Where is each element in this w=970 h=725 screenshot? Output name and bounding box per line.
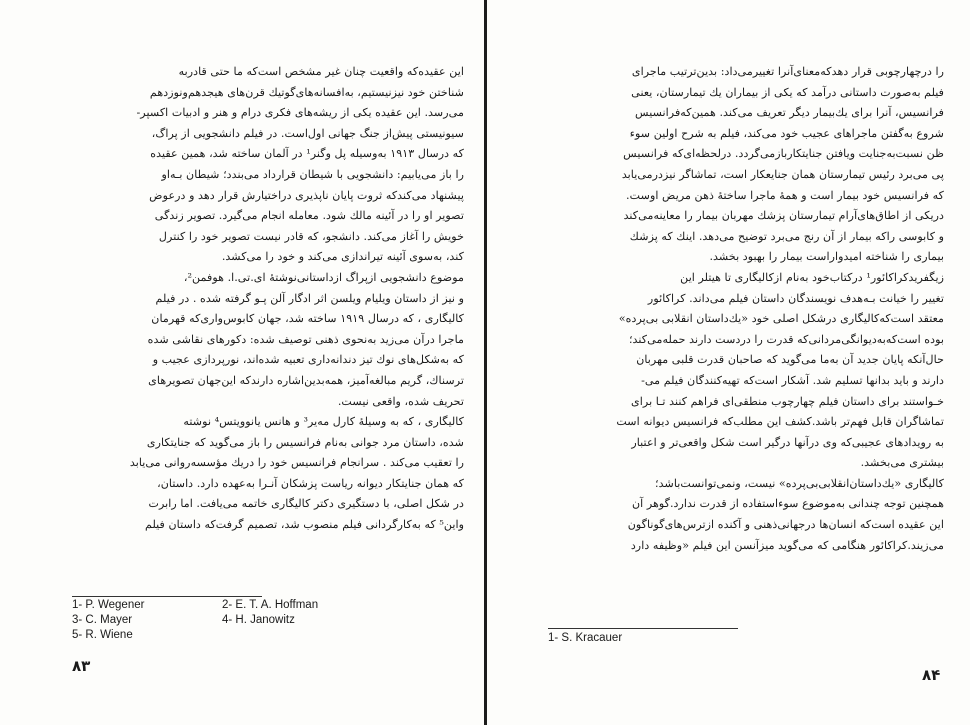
left-page-body	[72, 62, 464, 536]
left-text-line: شناختن خود نیزنیستیم، به‌افسانه‌های‌گوتیك قرن‌های هیجدهم‌ونوزدهم	[149, 85, 464, 99]
footnote-entry: 2- E. T. A. Hoffman	[222, 599, 319, 611]
right-page	[487, 0, 970, 725]
right-text-line: کالیگاری «یك‌داستان‌انقلابی‌بی‌پرده» نیست، ونمی‌توانست‌باشد؛	[655, 476, 944, 490]
right-text-line: می‌زیند.کراکائور هنگامی که می‌گوید میزآنسن این فیلم «وظیفه دارد	[630, 538, 944, 552]
left-text-line: کند، به‌سوی آئینه تیراندازی می‌کند و خود را می‌کشد.	[221, 250, 464, 264]
right-text-line: و کابوسی راکه بیمار از آن رنج می‌برد توضیح می‌دهد. اینك که پزشك	[629, 229, 944, 243]
right-text-line: تماشاگران قابل فهم‌تر باشد.کشف این مطلب‌که فرانسیس دیوانه است	[616, 415, 944, 429]
left-footnotes	[72, 598, 372, 643]
right-text-line: حال‌آنکه پایان جدید آن به‌ما می‌گوید که صاحبان قدرت قلبی مهربان	[636, 353, 944, 367]
left-text-line: کالیگاری ، که به وسیلهٔ کارل مه‌یر³ و هانس یانوویتس⁴ نوشته	[183, 415, 464, 429]
left-text-line: تصویر او را در آئینه مالك شود. معامله انجام می‌گیرد. تصویر زندگی	[154, 209, 464, 223]
footnote-row	[72, 628, 372, 643]
footnote-entry: 5- R. Wiene	[72, 629, 133, 641]
right-page-body	[573, 62, 944, 556]
right-text-line: پی می‌برد رئیس تیمارستان همان جنایعکار است، تماشاگر نیزدرمی‌یابد	[621, 167, 944, 181]
right-text-line: تغییر را خیانت بـه‌هدف نویسندگان داستان فیلم می‌داند. کراکائور	[647, 291, 944, 305]
right-text-line: را درچهارچوبی قرار دهدکه‌معنای‌آنرا تغییرمی‌داد: بدین‌ترتیب ماجرای	[631, 65, 944, 78]
left-text-line: را باز می‌یابیم: دانشجویی با شیطان قرارداد می‌بندد؛ شیطان بـه‌او	[161, 167, 464, 181]
right-text-line: که فرانسیس خود بیمار است و همهٔ ماجرا ساختهٔ ذهن مریض اوست.	[626, 188, 944, 202]
left-text-line: که درسال ۱۹۱۳ به‌وسیله پل وگنر¹ در آلمان ساخته شد، همین عقیده	[150, 147, 464, 161]
left-footnote-rule	[72, 596, 262, 597]
right-text-line: معتقد است‌که‌کالیگاری درشکل اصلی خود «یك‌داستان انقلابی بی‌پرده»	[618, 312, 944, 326]
footnote-entry: 4- H. Janowitz	[222, 614, 295, 626]
footnote-entry: 1- P. Wegener	[72, 599, 145, 611]
left-text-line: شده، داستان مرد جوانی به‌نام فرانسیس را باز می‌گوید که جنایتکاری	[146, 435, 464, 449]
left-text-line: سیونیستی پیش‌از جنگ جهانی اول‌است. در فیلم دانشجویی از پراگ،	[151, 126, 464, 140]
right-text-line: دریکی از اطاق‌های‌آرام تیمارستان پزشك مهربان بیمار را معاینه‌می‌کند	[623, 209, 944, 223]
right-text-line: ظن نسبت‌به‌جنایت ویافتن جنایتکاربازمی‌گردد. درلحظه‌ای‌که فرانسیس	[623, 147, 944, 161]
right-text-line: همچنین توجه چندانی به‌موضوع سوءاستفاده از قدرت ندارد.گوهر آن	[631, 497, 944, 511]
left-text-line: می‌رسد. این عقیده یکی از ریشه‌های فکری درام و هنر و ادبیات اکسپر-	[136, 106, 464, 120]
right-text-line: دارند و باید بدانها تسلیم شد. آشکار است‌که تهیه‌کنندگان فیلم می-	[641, 373, 944, 387]
right-text-line: فیلم به‌صورت داستانی درآمد که یکی از بیماران یك تیمارستان، یعنی	[631, 85, 944, 99]
footnote-entry	[222, 628, 372, 643]
left-text-line: در شکل اصلی، با دستگیری دکتر کالیگاری خاتمه می‌یافت. اما رابرت	[148, 497, 464, 511]
left-page	[0, 0, 484, 725]
left-text-line: واین⁵ که به‌کارگردانی فیلم منصوب شد، تصمیم گرفت‌که داستان فیلم	[145, 518, 464, 532]
right-text-line: به رویدادهای عجیبی‌که وی درآنها درگیر است شکل واقعی‌تر و اعتبار	[631, 435, 944, 449]
footnote-row	[72, 613, 372, 628]
left-text-line: و نیز از داستان ویلیام ویلسن اثر ادگار آلن پـو گرفته شده . در فیلم	[155, 291, 464, 305]
right-text-line: زیگفریدکراکائور¹ درکتاب‌خود به‌نام ازکالیگاری تا هیتلر این	[680, 270, 944, 284]
left-text-line: تحریف شده، واقعی نیست.	[337, 394, 464, 408]
right-text-line: فرانسیس، آنرا برای یك‌بیمار دیگر تعریف می‌کند. همین‌که‌فرانسیس	[634, 106, 944, 120]
footnote-entry: 1- S. Kracauer	[548, 632, 623, 644]
footnote-row	[72, 598, 372, 613]
left-text-line: را تعقیب می‌کند . سرانجام فرانسیس خود را دریك مؤسسه‌روانی می‌یابد	[129, 456, 464, 470]
right-footnotes	[548, 631, 748, 646]
left-text-line: خویش را آغاز می‌کند. دانشجو، که قادر نیست تصویر خود را کنترل	[158, 229, 464, 243]
left-text-line: این عقیده‌که واقعیت چنان غیر مشخص است‌که ما حتی قادربه	[178, 65, 464, 78]
left-page-number: ۸۳	[72, 657, 91, 675]
left-text-line: موضوع دانشجویی ازپراگ ازداستانی‌نوشتهٔ ای.تی.ا. هوفمن²،	[183, 270, 464, 284]
right-text-line: شروع به‌گفتن ماجراهای عجیب خود می‌کند، فیلم به شرح اولین سوء	[629, 126, 944, 140]
left-text-line: پیشنهاد می‌کندکه ثروت پایان ناپذیری دراختیارش قرار دهد و درعوض	[149, 188, 464, 202]
footnote-entry: 3- C. Mayer	[72, 614, 133, 626]
left-text-line: که به‌شکل‌های نوك تیز دندانه‌داری تعبیه شده‌اند، نورپردازی عجیب و	[152, 353, 464, 367]
left-text-line: ترسناك، گریم مبالغه‌آمیز، همه‌بدین‌اشاره دارندکه این‌جهان تصویرهای	[148, 373, 464, 387]
left-text-line: کالیگاری ، که درسال ۱۹۱۹ ساخته شد، جهان کابوس‌واری‌که قهرمان	[151, 312, 464, 326]
right-text-line: بیماری را شناخته امیدواراست بیمار را بهبود بخشد.	[709, 250, 944, 264]
right-page-number: ۸۴	[922, 666, 941, 684]
right-text-line: خـواستند برای داستان فیلم چهارچوب منطقی‌ای فراهم کنند تـا برای	[631, 394, 944, 408]
right-text-line: این عقیده است‌که انسان‌ها درجهانی‌ذهنی و آکنده ازترس‌های‌گوناگون	[627, 518, 944, 532]
right-text-line: بوده است‌که‌به‌دیوانگی‌مردانی‌که قدرت را دردست دارند حمله‌می‌کند؛	[629, 332, 944, 346]
left-text-line: ماجرا درآن می‌زید به‌نحوی ذهنی توصیف شده: دکورهای نقاشی شده	[147, 332, 464, 346]
right-text-line: بیشتری می‌بخشد.	[860, 456, 944, 470]
left-text-line: که همان جنایتکار دیوانه ریاست پزشکان آنـرا به‌عهده دارد. داستان،	[157, 476, 464, 490]
right-footnote-rule	[548, 628, 738, 629]
